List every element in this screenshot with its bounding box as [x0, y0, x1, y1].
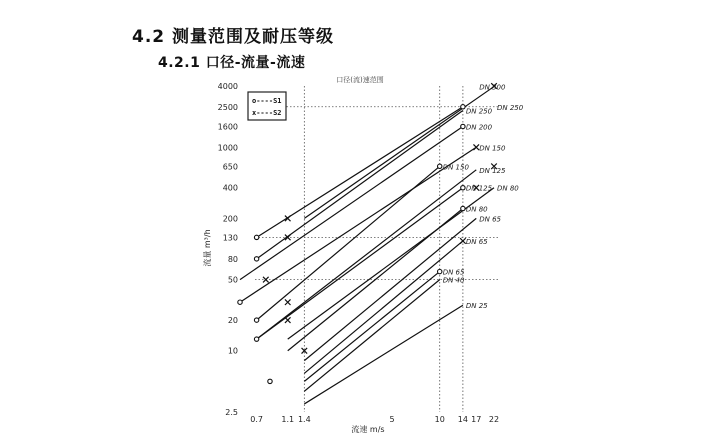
marker-circle-4 [238, 300, 242, 304]
series-line-13 [304, 280, 439, 392]
marker-circle-12 [461, 105, 465, 109]
y-tick-label-6: 200 [222, 214, 238, 224]
y-tick-label-0: 4000 [217, 82, 238, 91]
marker-cross-15 [473, 144, 479, 150]
marker-circle-10 [268, 379, 272, 383]
y-tick-label-3: 1000 [217, 143, 238, 153]
series-line-10 [304, 218, 476, 360]
marker-circle-20 [461, 206, 465, 210]
series-label-7: DN 125 [465, 184, 493, 193]
series-label-12: DN 65 [442, 268, 465, 277]
series-label-11: DN 65 [465, 237, 488, 246]
series-line-12 [304, 272, 439, 382]
y-tick-label-10: 20 [227, 316, 238, 326]
series-lines [240, 87, 494, 404]
x-tick-label-4: 10 [434, 415, 445, 424]
y-axis-ticks [218, 82, 238, 417]
series-label-3: DN 200 [465, 123, 493, 132]
x-tick-label-5: 14 [457, 415, 468, 424]
series-label-8: DN 80 [497, 184, 519, 193]
marker-circle-0 [254, 235, 258, 239]
marker-circle-16 [438, 164, 442, 168]
marker-circle-8 [254, 337, 258, 341]
x-tick-label-7: 22 [488, 415, 500, 424]
x-axis-ticks [250, 415, 499, 424]
x-tick-label-6: 17 [471, 415, 482, 424]
y-tick-label-5: 400 [222, 183, 238, 193]
y-tick-label-7: 130 [222, 233, 238, 243]
legend [248, 92, 286, 120]
y-tick-label-12: 2.5 [225, 408, 238, 417]
marker-cross-9 [285, 317, 291, 323]
series-line-4 [240, 147, 476, 302]
marker-circle-6 [254, 318, 258, 322]
series-label-5: DN 150 [442, 163, 469, 172]
section-title: 4.2 测量范围及耐压等级 [132, 27, 335, 47]
marker-circle-14 [461, 124, 465, 128]
y-tick-label-9: 50 [227, 275, 238, 285]
series-label-0: DN 300 [479, 83, 506, 92]
series-line-5 [257, 166, 440, 320]
x-axis-label: 流速 m/s [351, 425, 385, 434]
series-line-14 [304, 305, 463, 404]
series-label-2: DN 250 [465, 107, 493, 116]
marker-cross-5 [263, 277, 269, 283]
y-tick-label-1: 2500 [217, 102, 238, 112]
x-tick-label-3: 5 [389, 415, 395, 424]
x-tick-label-2: 1.4 [297, 415, 311, 424]
series-label-14: DN 25 [465, 302, 488, 311]
series-label-13: DN 40 [442, 276, 465, 285]
reference-lines [255, 86, 500, 412]
series-label-10: DN 65 [479, 215, 502, 224]
marker-circle-18 [461, 186, 465, 190]
series-label-9: DN 80 [465, 205, 488, 214]
series-line-7 [257, 188, 463, 339]
marker-circle-22 [438, 269, 442, 273]
series-label-4: DN 150 [479, 144, 506, 153]
y-axis-label: 流量 m³/h [203, 229, 212, 267]
y-tick-label-2: 1600 [217, 122, 238, 132]
marker-cross-21 [460, 238, 466, 244]
y-tick-label-11: 10 [227, 346, 238, 356]
legend-entry-s2: x----S2 [252, 109, 282, 117]
series-labels [443, 84, 524, 311]
y-tick-label-4: 650 [222, 162, 238, 172]
legend-entry-s1: o----S1 [252, 97, 282, 105]
x-tick-label-1: 1.1 [281, 415, 295, 424]
series-line-9 [288, 209, 463, 351]
marker-cross-7 [285, 299, 291, 305]
series-label-6: DN 125 [479, 166, 506, 175]
series-line-6 [257, 170, 477, 339]
marker-circle-2 [254, 257, 258, 261]
series-label-1: DN 250 [497, 103, 524, 112]
subsection-title: 4.2.1 口径-流量-流速 [158, 55, 306, 71]
x-tick-label-0: 0.7 [250, 415, 263, 424]
y-tick-label-8: 80 [227, 254, 238, 264]
chart-title: 口径(流)速范围 [336, 76, 384, 84]
